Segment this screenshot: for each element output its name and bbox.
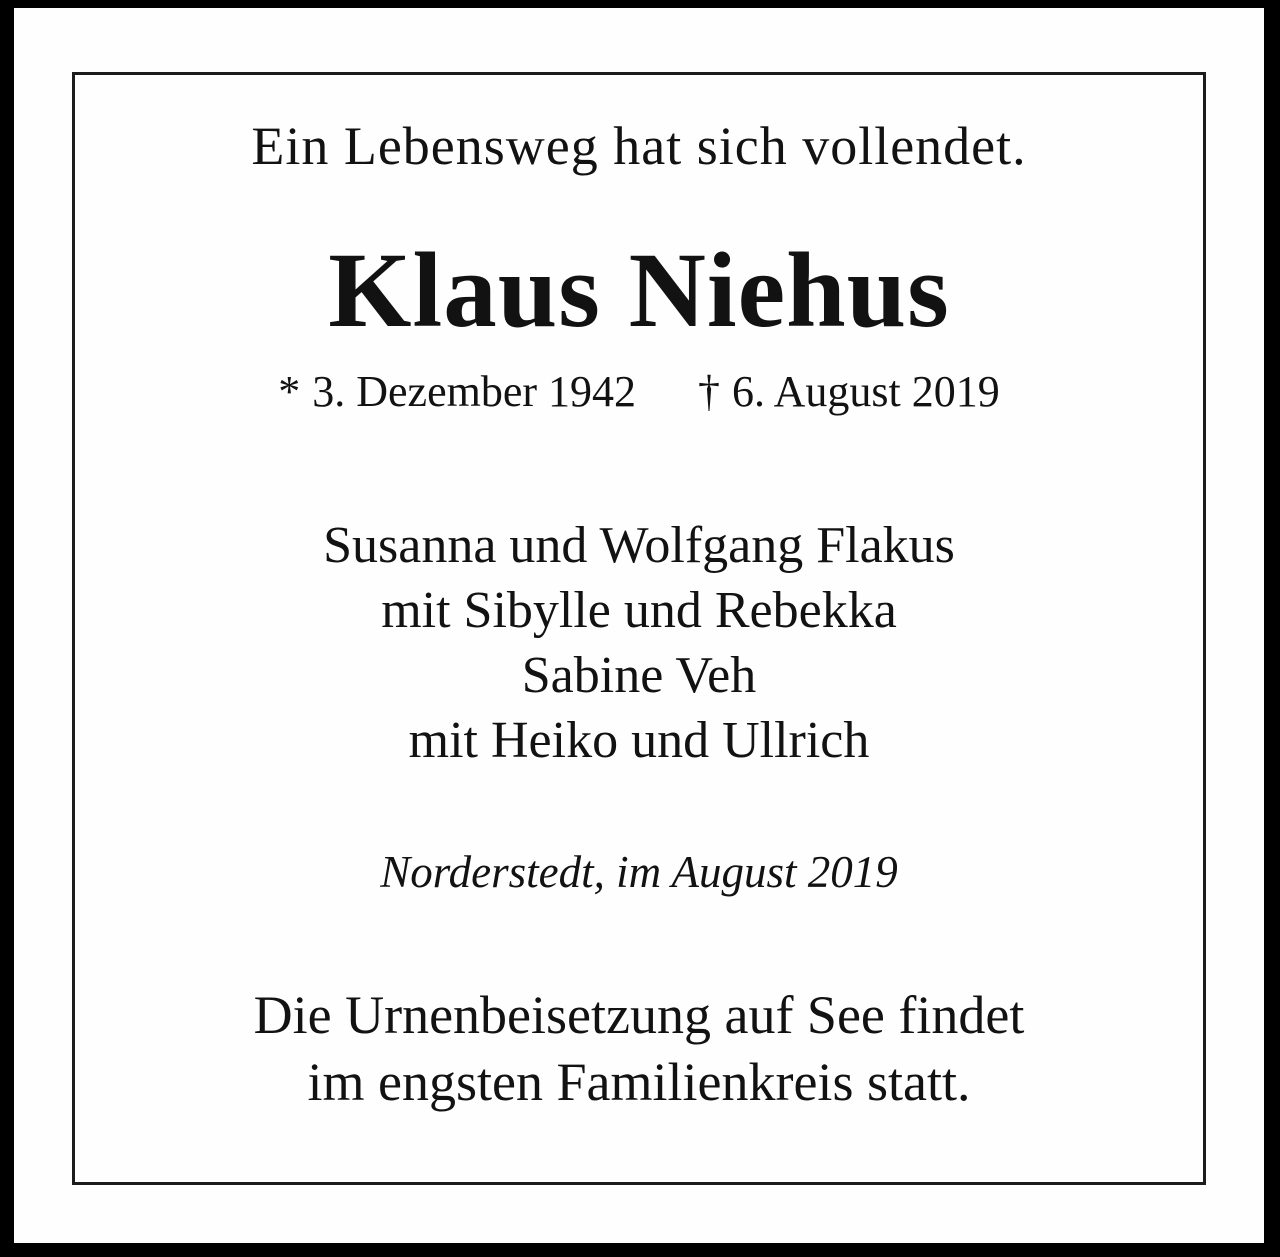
birth-date-item <box>278 365 636 419</box>
life-dates-row <box>75 365 1203 419</box>
place-date-line: Norderstedt, im August 2019 <box>380 847 898 897</box>
mourner-line: Sabine Veh <box>521 647 757 704</box>
birth-star-symbol: * <box>278 367 301 416</box>
closing-line: Die Urnenbeisetzung auf See findet <box>253 985 1025 1045</box>
death-date: 6. August 2019 <box>732 367 1000 416</box>
opening-line: Ein Lebensweg hat sich vollendet. <box>251 116 1027 176</box>
mourners-block <box>75 513 1203 773</box>
closing-line: im engsten Familienkreis statt. <box>307 1052 971 1112</box>
deceased-name: Klaus Niehus <box>328 232 950 350</box>
mourner-line: mit Heiko und Ullrich <box>408 712 870 769</box>
obituary-page <box>14 8 1264 1243</box>
closing-block <box>75 982 1203 1116</box>
mourner-line: mit Sibylle und Rebekka <box>381 582 897 639</box>
death-date-item <box>698 365 1000 419</box>
death-cross-symbol: † <box>698 367 721 416</box>
birth-date: 3. Dezember 1942 <box>312 367 637 416</box>
mourner-line: Susanna und Wolfgang Flakus <box>323 517 955 574</box>
notice-border-frame <box>72 72 1206 1185</box>
